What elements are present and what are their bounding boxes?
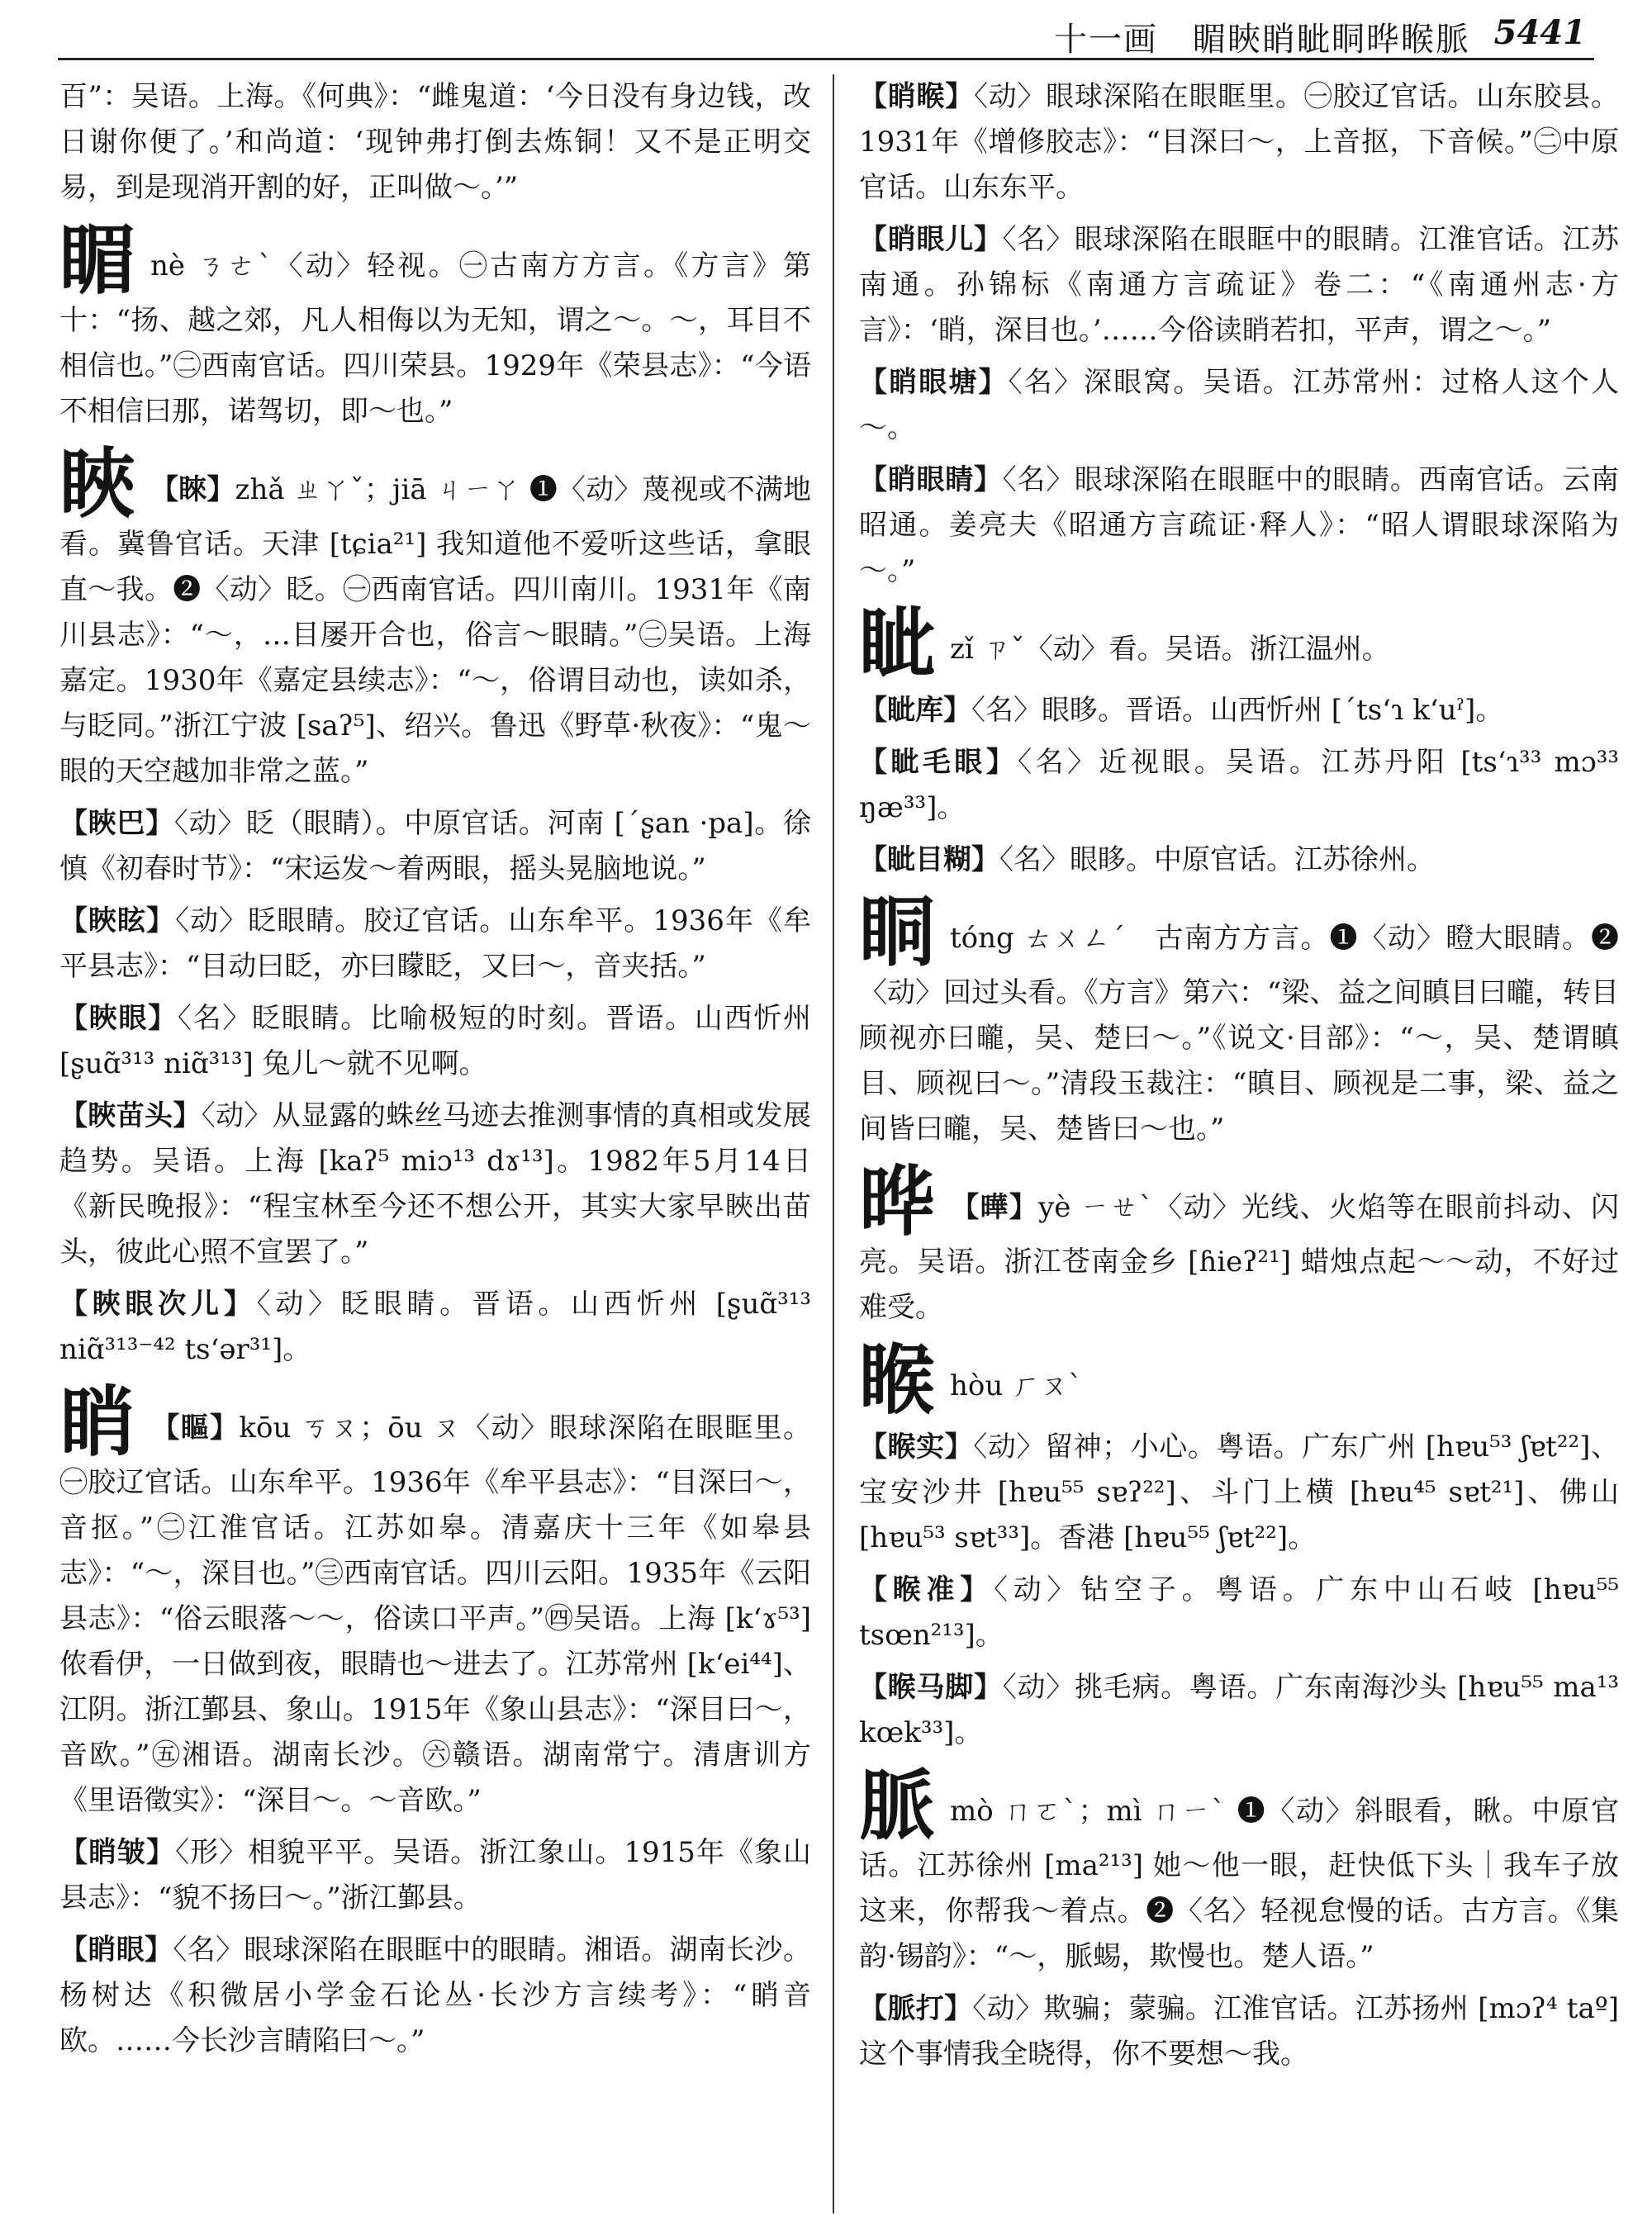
compound-term: 【眦目糊】 [859,843,999,876]
compound-term: 【睄皱】 [59,1836,176,1869]
definition-text: 〈动〉留神；小心。粤语。广东广州 [hɐu⁵³ ʃɐt²²]、宝安沙井 [hɐu⁵⁵ sɐʔ²²]、斗门上横 [hɐu⁴⁵ sɐt²¹]、佛山 [hɐu⁵³ sɐt³³]。香港 [hɐu⁵⁵ ʃɐt²²]。 [859,1431,1619,1554]
definition-text: yè ㄧㄝˋ〈动〉光线、火焰等在眼前抖动、闪亮。吴语。浙江苍南金乡 [ɦieʔ²¹] 蜡烛点起～～动，不好过难受。 [859,1191,1619,1324]
headword-entry [59,216,811,434]
compound-entry [859,74,1619,211]
definition-text: 〈名〉眨眼睛。比喻极短的时刻。晋语。山西忻州 [ʂuɑ̃³¹³ niɑ̃³¹³] 兔儿～就不见啊。 [59,1002,811,1080]
compound-entry [59,1830,811,1921]
compound-term: 【脈打】 [859,1992,973,2025]
headword-entry [59,1378,811,1824]
definition-text: zǐ ㄗˇ〈动〉看。吴语。浙江温州。 [950,633,1390,666]
running-header [58,12,1594,60]
compound-entry [859,837,1619,883]
definition-text: 〈动〉欺骗；蒙骗。江淮官话。江苏扬州 [mɔʔ⁴ taº] 这个事情我全晓得，你不要想～我。 [859,1992,1619,2071]
definition-text: tóng ㄊㄨㄥˊ 古南方方言。❶〈动〉瞪大眼睛。❷〈动〉回过头看。《方言》第六：“梁、益之间瞋目曰曨，转目顾视亦曰曨，吴、楚曰～。”《说文·目部》：“～，吴、楚谓瞋目、顾视曰～。”清段玉裁注：“瞋目、顾视是二事，梁、益之间皆曰曨，吴、楚皆曰～也。” [859,922,1619,1146]
definition-text: 〈动〉挑毛病。粤语。广东南海沙头 [hɐu⁵⁵ ma¹³ kœk³³]。 [859,1671,1619,1749]
compound-entry [59,1928,811,2064]
compound-term: 【䀹巴】 [59,807,174,840]
compound-term: 【眦毛眼】 [859,746,1018,779]
definition-text: mò ㄇㄛˋ；mì ㄇㄧˋ ❶〈动〉斜眼看，瞅。中原官话。江苏徐州 [ma²¹³] 她～他一眼，赶快低下头｜我车子放这来，你帮我～着点。❷〈名〉轻视怠慢的话。古方言。《集韵·锡韵》：“～，脈蜴，欺慢也。楚人语。” [859,1795,1619,1973]
right-column [859,74,1619,2213]
definition-text: hòu ㄏㄡˋ [950,1369,1083,1402]
compound-entry [859,1665,1619,1756]
definition-text: 〈动〉从显露的蛛丝马迹去推测事情的真相或发展趋势。吴语。上海 [kaʔ⁵ miɔ¹³ dɤ¹³]。1982年5月14日《新民晚报》：“程宝林至今还不想公开，其实大家早䀹出苗头，彼此心照不宣罢了。” [59,1099,811,1269]
compound-entry [859,217,1619,353]
headword-char: 眦 [859,599,936,688]
definition-text: nè ㄋㄜˋ〈动〉轻视。㊀古南方方言。《方言》第十：“扬、越之郊，凡人相侮以为无知，谓之～。～，耳目不相信也。”㊁西南官话。四川荣县。1929年《荣县志》：“今语不相信曰那，诺驾切，即～也。” [59,249,811,428]
definition-text: 〈形〉相貌平平。吴语。浙江象山。1915年《象山县志》：“貌不扬曰～。”浙江鄞县。 [59,1836,811,1914]
definition-text: 〈名〉眼球深陷在眼眶中的眼睛。湘语。湖南长沙。杨树达《积微居小学金石论丛·长沙方言续考》：“睄音欧。……今长沙言睛陷曰～。” [59,1933,811,2057]
compound-entry [859,688,1619,733]
definition-text: 〈名〉近视眼。吴语。江苏丹阳 [tsʻɿ³³ mɔ³³ ŋæ³³]。 [859,746,1619,824]
compound-term: 【睄眼塘】 [859,366,1009,399]
definition-text: 百”：吴语。上海。《何典》：“雌鬼道：‘今日没有身边钱，改日谢你便了。’和尚道：‘现钟弗打倒去炼铜！又不是正明交易，到是现消开割的好，正叫做～。’” [59,80,811,204]
headword-entry [859,888,1619,1152]
compound-entry [859,360,1619,451]
compound-entry [859,458,1619,594]
definition-text: 〈动〉钻空子。粤语。广东中山石岐 [hɐu⁵⁵ tsœn²¹³]。 [859,1573,1619,1652]
variant-form: 【睞】 [150,473,235,506]
compound-term: 【睄眼儿】 [859,223,1003,256]
headword-char: 晔 [859,1157,936,1246]
headword-char: 睺 [859,1336,936,1425]
definition-text: 〈名〉眼眵。晋语。山西忻州 [ˊtsʻɿ kʻuˀ]。 [971,694,1504,727]
compound-term: 【䀹眩】 [59,904,176,937]
compound-term: 【䀹眼次儿】 [59,1288,257,1321]
definition-text: kōu ㄎㄡ；ōu ㄡ〈动〉眼球深陷在眼眶里。㊀胶辽官话。山东牟平。1936年《牟平县志》：“目深曰～，音抠。”㊁江淮官话。江苏如皋。清嘉庆十三年《如皋县志》：“～，深目也。”㊂西南官话。四川云阳。1935年《云阳县志》：“俗云眼落～～，俗读口平声。”㊃吴语。上海 [kʻɤ⁵³] 侬看伊，一日做到夜，眼睛也～进去了。江苏常州 [kʻei⁴⁴]、江阴。浙江鄞县、象山。1915年《象山县志》：“深目曰～，音欧。”㊄湘语。湖南长沙。㊅赣语。湖南常宁。清唐训方《里语徵实》：“深目～。～音欧。” [59,1412,811,1817]
definition-text: 〈名〉眼球深陷在眼眶中的眼睛。西南官话。云南昭通。姜亮夫《昭通方言疏证·释人》：“昭人谓眼球深陷为～。” [859,463,1619,587]
definition-text: 〈动〉眨眼睛。晋语。山西忻州 [ʂuɑ̃³¹³ niɑ̃³¹³⁻⁴² tsʻər³¹]。 [59,1288,811,1366]
compound-term: 【睺准】 [859,1573,994,1606]
compound-term: 【睄眼】 [59,1933,173,1967]
compound-term: 【睄睺】 [859,80,974,113]
headword-char: 睸 [59,216,136,305]
page-number: 5441 [1493,13,1586,52]
compound-term: 【睺马脚】 [859,1671,1003,1704]
compound-term: 【䀹眼】 [59,1002,178,1035]
compound-entry [859,740,1619,831]
headword-char: 䀹 [59,439,136,529]
headword-entry [859,1157,1619,1331]
compound-term: 【眦库】 [859,694,971,727]
definition-text: 〈动〉眨眼睛。胶辽官话。山东牟平。1936年《牟平县志》：“目动曰眨，亦曰矇眨，又曰～，音夹括。” [59,904,811,983]
variant-form: 【曄】 [950,1191,1039,1224]
headword-entry [859,1761,1619,1980]
headword-char: 脈 [859,1761,936,1850]
compound-entry [59,1282,811,1373]
definition-text: 〈名〉眼球深陷在眼眶中的眼睛。江淮官话。江苏南通。孙锦标《南通方言疏证》卷二：“《南通州志·方言》：‘睄，深目也。’……今俗读睄若扣，平声，谓之～。” [859,223,1619,347]
definition-text: 〈动〉眼球深陷在眼眶里。㊀胶辽官话。山东胶县。1931年《增修胶志》：“目深曰～，上音抠，下音候。”㊁中原官话。山东东平。 [859,80,1619,204]
headword-char: 睄 [59,1378,136,1467]
compound-term: 【䀹苗头】 [59,1099,202,1132]
headword-entry [59,439,811,795]
compound-entry [59,1094,811,1275]
compound-term: 【睺实】 [859,1431,974,1464]
headword-entry [859,1336,1619,1425]
variant-form: 【瞘】 [150,1412,240,1445]
definition-text: zhǎ ㄓㄚˇ；jiā ㄐㄧㄚ ❶〈动〉蔑视或不满地看。冀鲁官话。天津 [tɕia²¹] 我知道他不爱听这些话，拿眼直～我。❷〈动〉眨。㊀西南官话。四川南川。1931年《南川县志》：“～，…目屡开合也，俗言～眼睛。”㊁吴语。上海嘉定。1930年《嘉定县续志》：“～，俗谓目动也，读如杀，与眨同。”浙江宁波 [saʔ⁵]、绍兴。鲁迅《野草·秋夜》：“鬼～眼的天空越加非常之蓝。” [59,473,811,788]
compound-entry [59,801,811,892]
headword-char: 眮 [859,888,936,977]
header-title: 十一画 睸䀹睄眦眮晔睺脈 [1054,21,1470,59]
compound-entry [859,1986,1619,2077]
compound-entry [59,899,811,989]
column-divider [833,74,834,2213]
compound-entry [859,1425,1619,1561]
compound-entry [59,996,811,1087]
compound-term: 【睄眼睛】 [859,463,1003,496]
definition-text: 〈名〉深眼窝。吴语。江苏常州：过格人这个人～。 [859,366,1619,444]
continued-text [59,74,811,211]
left-column [59,74,811,2213]
compound-entry [859,1568,1619,1658]
definition-text: 〈动〉眨（眼睛）。中原官话。河南 [ˊʂan ·pa]。徐慎《初春时节》：“宋运发～着两眼，摇头晃脑地说。” [59,807,811,885]
definition-text: 〈名〉眼眵。中原官话。江苏徐州。 [999,843,1435,876]
headword-entry [859,599,1619,688]
